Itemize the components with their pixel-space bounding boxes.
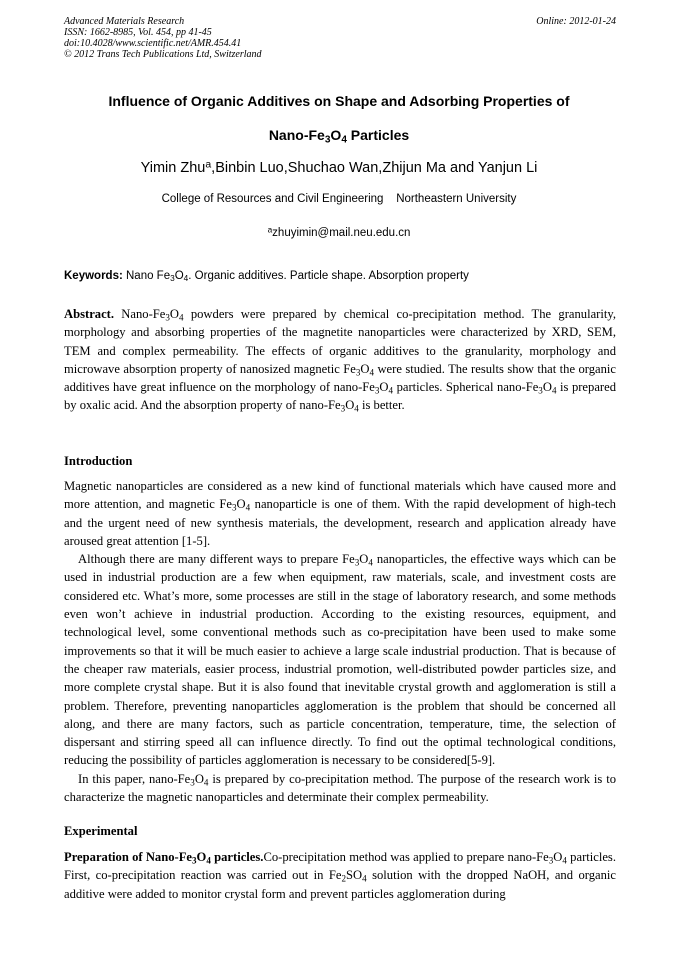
title-line-2: Nano-$Fe_3O_4$ Particles <box>268 127 410 146</box>
paragraph: Magnetic nanoparticles are considered as a new kind of functional materials which have caused more and more attention, and magnetic $Fe_3O_4$ nanoparticle is one of them. With the rapid development of high-tech and the urgent need of new synthesis materials, the development, research and application already have aroused great attention [1-5]. <box>64 479 616 548</box>
subsection-title: Preparation of Nano-$Fe_3O_4$ particles. <box>64 850 264 866</box>
keywords: Keywords: Nano $Fe_3O_4$. Organic additives. Particle shape. Absorption property <box>64 270 469 284</box>
experimental-heading: Experimental <box>64 824 138 838</box>
introduction-heading: Introduction <box>64 454 133 468</box>
paragraph: In this paper, nano-$Fe_3O_4$ is prepared by co-precipitation method. The purpose of the research work is to characterize the magnetic nanoparticles and determinate their complex permeability. <box>64 771 616 805</box>
issn: ISSN: 1662-8985, Vol. 454, pp 41-45 <box>64 27 212 38</box>
journal-name: Advanced Materials Research <box>64 16 185 27</box>
affiliation: College of Resources and Civil Engineering Northeastern University <box>161 193 517 205</box>
copyright: © 2012 Trans Tech Publications Ltd, Switzerland <box>64 49 262 60</box>
journal-header <box>64 16 616 60</box>
title-line-1: Influence of Organic Additives on Shape and Adsorbing Properties of <box>108 93 570 109</box>
doi: doi:10.4028/www.scientific.net/AMR.454.41 <box>64 38 242 49</box>
online-date: Online: 2012-01-24 <box>536 16 616 27</box>
author-email: $^a$zhuyimin@mail.neu.edu.cn <box>267 225 411 239</box>
experimental-body: Preparation of Nano-$Fe_3O_4$ particles.Co-precipitation method was applied to prepare nano-$Fe_3O_4$ particles. First, co-precipitation reaction was carried out in $Fe_2SO_4$ solution with the dropped NaOH, and organic additive were added to monitor crystal form and prevent particles agglomeration during <box>64 850 616 901</box>
introduction-body <box>64 477 616 806</box>
authors: Yimin Zhu$^a$,Binbin Luo,Shuchao Wan,Zhijun Ma and Yanjun Li <box>140 159 538 176</box>
paragraph: Although there are many different ways to prepare $Fe_3O_4$ nanoparticles, the effective ways which can be used in industrial production are a few when equipment, raw materials, scale, and investment costs are considered etc. What’s more, some processes are still in the stage of laboratory research, and some methods even won’t achieve in industrial production. According to the existing resources, equipment, and technological level, some conventional methods such as co-precipitation have been used to make some improvements so that it will be much easier to achieve a large scale industrial production. That is because of the cheaper raw materials, easier process, industrial promotion, well-distributed powder particles size, and more complete crystal shape. But it is also found that inevitable crystal growth and agglomeration is still a problem. Therefore, preventing nanoparticles agglomeration is the problem that should be concerned all along, and there are many factors, such as particle concentration, temperature, time, the selection of dispersant and stirring speed all can influence directly. To find out the optimal technological conditions, reducing the possibility of particles agglomeration is necessary to be considered[5-9]. <box>64 552 616 768</box>
abstract: Abstract. Nano-$Fe_3O_4$ powders were prepared by chemical co-precipitation method. The granularity, morphology and absorbing properties of the magnetite nanoparticles were characterized by XRD, SEM, TEM and complex permeability. The effects of organic additives to the granularity, morphology and microwave absorption property of nanosized magnetic $Fe_3O_4$ were studied. The results show that the organic additives have great influence on the morphology of nano-$Fe_3O_4$ particles. Spherical nano-$Fe_3O_4$ is prepared by oxalic acid. And the absorption property of nano-$Fe_3O_4$ is better. <box>64 307 616 414</box>
